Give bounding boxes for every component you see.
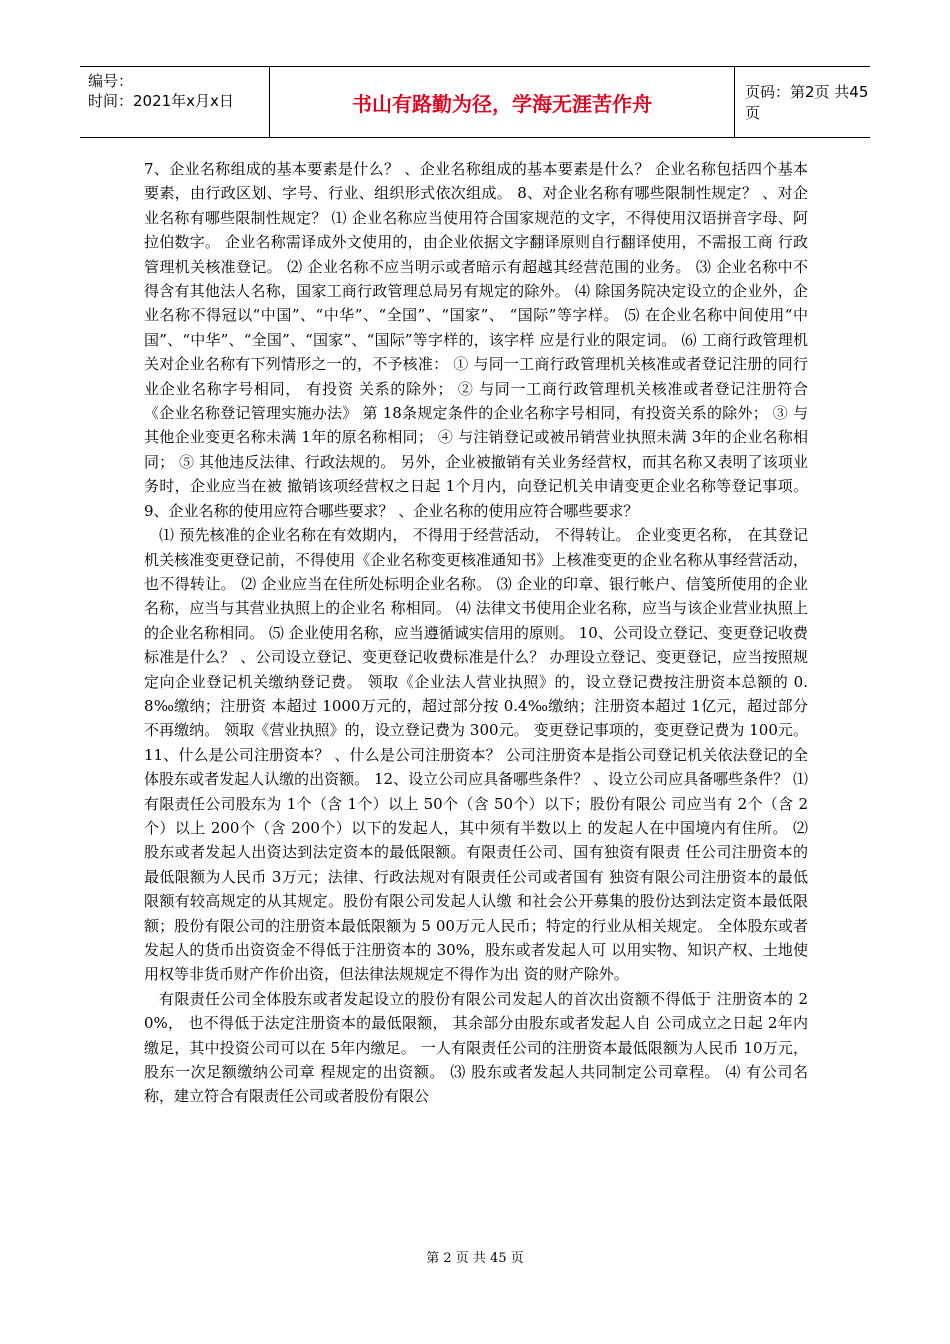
body-paragraph: 有限责任公司全体股东或者发起设立的股份有限公司发起人的首次出资额不得低于 注册资本的 20%， 也不得低于法定注册资本的最低限额， 其余部分由股东或者发起人自 公司成立之日起 2年内缴足，其中投资公司可以在 5年内缴足。 一人有限责任公司的注册资本最低限额为人民币 10万元， 股东一次足额缴纳公司章 程规定的出资额。 ⑶ 股东或者发起人共同制定公司章程。 ⑷ 有公司名称，建立符合有限责任公司或者股份有限公 [144,989,808,1106]
header-motto: 书山有路勤为径，学海无涯苦作舟 [270,67,735,137]
document-date-label: 时间：2021年x月x日 [88,92,234,110]
page-header [80,66,870,138]
document-number-label: 编号： [88,72,134,90]
document-body [144,157,808,1109]
body-paragraph: 7、企业名称组成的基本要素是什么？ 、企业名称组成的基本要素是什么？ 企业名称包括四个基本要素，由行政区划、字号、行业、组织形式依次组成。 8、对企业名称有哪些限制性规定？ 、对企业名称有哪些限制性规定？ ⑴ 企业名称应当使用符合国家规范的文字，不得使用汉语拼音字母、阿拉伯数字。 企业名称需译成外文使用的，由企业依据文字翻译原则自行翻译使用，不需报工商 行政管理机关核准登记。 ⑵ 企业名称不应当明示或者暗示有超越其经营范围的业务。 ⑶ 企业名称中不得含有其他法人名称，国家工商行政管理总局另有规定的除外。 ⑷ 除国务院决定设立的企业外，企业名称不得冠以“中国”、“中华”、“全国”、“国家”、 “国际”等字样。 ⑸ 在企业名称中间使用“中国”、“中华”、“全国”、“国家”、“国际”等字样的，该字样 应是行业的限定词。 ⑹ 工商行政管理机关对企业名称有下列情形之一的，不予核准： ① 与同一工商行政管理机关核准或者登记注册的同行业企业名称字号相同， 有投资 关系的除外； ② 与同一工商行政管理机关核准或者登记注册符合《企业名称登记管理实施办法》 第 18条规定条件的企业名称字号相同，有投资关系的除外； ③ 与其他企业变更名称未满 1年的原名称相同； ④ 与注销登记或被吊销营业执照未满 3年的企业名称相同； ⑤ 其他违反法律、行政法规的。 另外，企业被撤销有关业务经营权，而其名称又表明了该项业务时，企业应当在被 撤销该项经营权之日起 1个月内，向登记机关申请变更企业名称等登记事项。 9、企业名称的使用应符合哪些要求？ 、企业名称的使用应符合哪些要求？ [144,160,808,520]
page-footer: 第 2 页 共 45 页 [426,1251,524,1266]
header-meta [80,67,270,137]
header-page-info: 页码：第2页 共45页 [745,83,869,122]
body-paragraph: ⑴ 预先核准的企业名称在有效期内， 不得用于经营活动， 不得转让。 企业变更名称， 在其登记机关核准变更登记前，不得使用《企业名称变更核准通知书》上核准变更的企业名称从事经营活动，也不得转让。 ⑵ 企业应当在住所处标明企业名称。 ⑶ 企业的印章、银行帐户、信笺所使用的企业名称，应当与其营业执照上的企业名 称相同。 ⑷ 法律文书使用企业名称，应当与该企业营业执照上的企业名称相同。 ⑸ 企业使用名称，应当遵循诚实信用的原则。 10、公司设立登记、变更登记收费标准是什么？ 、公司设立登记、变更登记收费标准是什么？ 办理设立登记、变更登记，应当按照规定向企业登记机关缴纳登记费。 领取《企业法人营业执照》的，设立登记费按注册资本总额的 0.8‰缴纳；注册资 本超过 1000万元的，超过部分按 0.4‰缴纳；注册资本超过 1亿元，超过部分不再缴纳。 领取《营业执照》的，设立登记费为 300元。 变更登记事项的，变更登记费为 100元。 11、什么是公司注册资本？ 、什么是公司注册资本？ 公司注册资本是指公司登记机关依法登记的全体股东或者发起人认缴的出资额。 12、设立公司应具备哪些条件？ 、设立公司应具备哪些条件？ ⑴ 有限责任公司股东为 1个（含 1个）以上 50个（含 50个）以下；股份有限公 司应当有 2个（含 2个）以上 200个（含 200个）以下的发起人，其中须有半数以上 的发起人在中国境内有住所。 ⑵ 股东或者发起人出资达到法定资本的最低限额。有限责任公司、国有独资有限责 任公司注册资本的最低限额为人民币 3万元；法律、行政法规对有限责任公司或者国有 独资有限公司注册资本的最低限额有较高规定的从其规定。股份有限公司发起人认缴 和社会公开募集的股份达到法定资本最低限额；股份有限公司的注册资本最低限额为 5 00万元人民币；特定的行业从相关规定。 全体股东或者发起人的货币出资资金不得低于注册资本的 30%，股东或者发起人可 以用实物、知识产权、土地使用权等非货币财产作价出资，但法律法规规定不得作为出 资的财产除外。 [144,526,808,984]
